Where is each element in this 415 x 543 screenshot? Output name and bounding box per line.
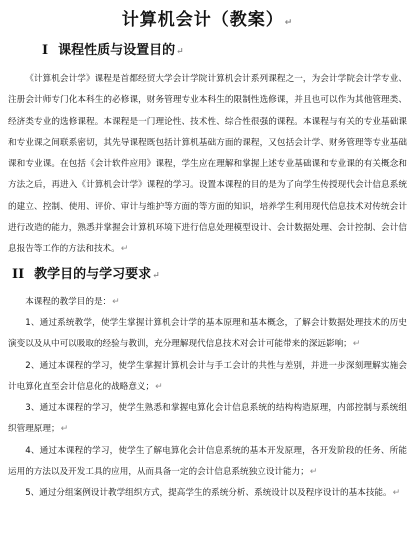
section-1-paragraph	[8, 69, 407, 261]
paragraph-mark: ↵	[309, 467, 318, 478]
section-2-number: II	[12, 266, 25, 282]
paragraph-mark: ↵	[112, 296, 120, 307]
paragraph-mark: ↵	[392, 488, 401, 499]
paragraph-mark: ↵	[152, 270, 160, 281]
document-title	[8, 10, 407, 33]
objective-item-3	[8, 398, 407, 441]
objective-item-4	[8, 441, 407, 484]
objective-item-text: 3、通过本课程的学习，使学生熟悉和掌握电算化会计信息系统的结构构造原理，内部控制与系统组织管理原理；	[8, 403, 407, 435]
section-1-text: 《计算机会计学》课程是首都经贸大学会计学院计算机会计系列课程之一，为会计学院会计学专业、注册会计师专门化本科生的必修课，财务管理专业本科生的限制性选修课，并且也可以作为其他管理类、经济类专业的选修课程。本课程是一门理论性、技术性、综合性很强的课程。本课程与有关的专业基础课和专业课之间联系密切，其先导课程既包括计算机基础方面的课程，又包括会计学、财务管理等专业基础课和专业课。在包括《会计软件应用》课程，学生应在理解和掌握上述专业基础课和专业课的有关概念和方法之后，再进入《计算机会计学》课程的学习。设置本课程的目的是为了向学生传授现代会计信息系统的建立、控制、使用、评价、审计与维护等方面的等方面的知识，培养学生利用现代信息技术对传统会计进行改造的能力，熟悉并掌握会计算机环境下进行信息处理模型设计、会计数据处理、会计控制、会计信息报告等工作的方法和技术。	[8, 74, 407, 255]
section-2-title: 教学目的与学习要求	[34, 266, 152, 282]
section-2-intro-text: 本课程的教学目的是：	[25, 296, 112, 307]
objective-item-1	[8, 313, 407, 356]
section-1-heading	[8, 42, 407, 61]
section-2-intro	[8, 292, 407, 313]
objective-item-text: 4、通过本课程的学习，使学生了解电算化会计信息系统的基本开发原理，各开发阶段的任务、所能运用的方法以及开发工具的应用，从而具备一定的会计信息系统独立设计能力；	[8, 445, 407, 478]
document-title-text: 计算机会计（教案）	[121, 10, 284, 30]
section-1-title: 课程性质与设置目的	[58, 43, 176, 58]
objective-item-2	[8, 356, 407, 399]
section-2-heading	[8, 266, 407, 285]
paragraph-mark: ↵	[284, 18, 294, 28]
paragraph-mark: ↵	[60, 424, 69, 435]
paragraph-mark: ↵	[352, 339, 361, 350]
objective-item-text: 5、通过分组案例设计教学组织方式，提高学生的系统分析、系统设计以及程序设计的基本技能。	[25, 488, 392, 499]
objective-item-5	[8, 483, 407, 504]
objective-item-text: 2、通过本课程的学习，使学生掌握计算机会计与手工会计的共性与差别，并进一步深刻理解实施会计电算化直至会计信息化的战略意义；	[8, 360, 407, 392]
paragraph-mark: ↵	[176, 47, 184, 57]
paragraph-mark: ↵	[120, 244, 129, 255]
paragraph-mark: ↵	[155, 381, 163, 392]
section-1-number: I	[42, 43, 49, 58]
objective-item-text: 1、通过系统教学，使学生掌握计算机会计学的基本原理和基本概念，了解会计数据处理技术的历史演变以及从中可以吸取的经验与教训，充分理解现代信息技术对会计可能带来的深远影响；	[8, 317, 407, 350]
